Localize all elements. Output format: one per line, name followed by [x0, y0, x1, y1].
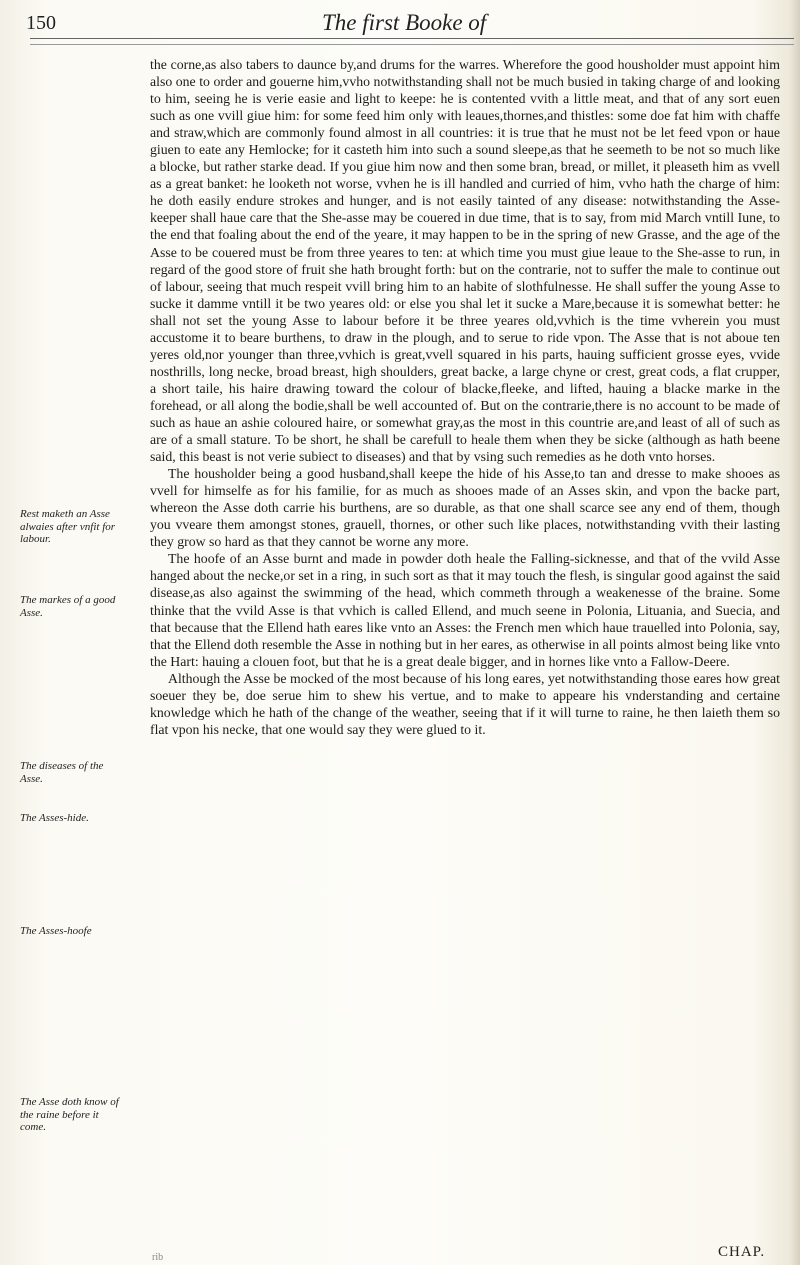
margin-note-markes: The markes of a good Asse. — [20, 594, 116, 619]
margin-note-rest: Rest maketh an Asse alwaies after vnfit for labour. — [20, 508, 116, 545]
margin-note-hoofe: The Asses-hoofe — [20, 925, 92, 937]
margin-note-hide: The Asses-hide. — [20, 812, 89, 824]
signature-mark: rib — [152, 1252, 164, 1263]
running-title: The first Booke of — [322, 10, 487, 35]
header-rule — [30, 38, 794, 39]
margin-note-raine: The Asse doth know of the raine before it come. — [20, 1096, 119, 1133]
paragraph-asse-keeping: the corne,as also tabers to daunce by,and drums for the warres. Wherefore the good housholder must appoint him also one to order and gouerne him,vvho notwithstanding shall not be much busied in taking charge of and looking to him, seeing he is verie easie and light to keepe: he is contented vvith a little meat, and that of any sort euen such as one vvill giue him: for some feed him only with leaues,thornes,and thistles: some doe fat him with chaffe and straw,which are commonly found almost in all countries: it is true that he must not be let feed vpon or haue giuen to eate any Hemlocke; for it casteth him into such a sound sleepe,as that he seemeth to be not so much like a blocke, but rather starke dead. If you giue him now and then some bran, bread, or millet, it pleaseth him as vvell as a great banket: he looketh not worse, vvhen he is ill handled and curried of him, vvho hath the charge of him: he doth easily endure strokes and hunger, and is not easily tainted of any disease: notwithstanding the Asse-keeper shall haue care that the She-asse may be couered in due time, that is to say, from mid March vntill Iune, to the end that foaling about the end of the yeare, it may happen to be in the spring of new Grasse, and the age of the Asse to be couered must be from three yeares to ten: at which time you must giue leaue to the She-asse to run, in regard of the good store of fruit she hath brought forth: but on the contrarie, not to suffer the male to continue out of labour, seeing that much respeit vvill bring him to an habite of slothfulnesse. He shall suffer the young Asse to sucke it damme vntill it be two yeares old: or else you shal let it sucke a Mare,because it is somewhat better: he shall not set the young Asse to labour before it be three yeares old,vvhich is the time vvherein you must accustome it to beare burthens, to draw in the plough, and to serue to ride vpon. The Asse that is not aboue ten yeres old,nor younger than three,vvhich is great,vvell squared in his parts, hauing sufficient grosse eyes, vvide nosthrills, long necke, broad breast, high shoulders, great backe, a large chyne or crest, great cods, a flat crupper, a short taile, his haire drawing toward the colour of blacke,fleeke, and lifted, hauing a blacke marke in the forehead, or all along the bodie,shall be well accounted of. But on the contrarie,there is no account to be made of such as haue an ashie coloured haire, or somewhat gray,as the most in this countrie are,and least of all of such as are of a small stature. To be short, he shall be carefull to heale them when they be sicke (although as hath beene said, this beast is not verie subiect to diseases) and that by vsing such remedies as he doth vnto horses. — [150, 57, 780, 465]
paragraph-asse-eares: Although the Asse be mocked of the most because of his long eares, yet notwithstanding those eares how great soeuer they be, doe serue him to shew his vertue, and to make to appeare his vnderstanding and certaine knowledge which he hath of the change of the weather, seeing that if it will turne to raine, he then laieth them so flat vpon his necke, that one would say they were glued to it. — [150, 670, 780, 737]
paragraph-asse-hide: The housholder being a good husband,shall keepe the hide of his Asse,to tan and dresse to make shooes as vvell for himselfe as for his familie, for as much as shooes made of an Asses skin, and vpon the backe part, whereon the Asse doth carrie his burthens, are so durable, as that one shall scarce see any end of them, though you vveare them amongst stones, grauell, thornes, or other such like places, notwithstanding vvith their lasting they grow so hard as that they cannot be worne any more. — [150, 466, 780, 550]
page-number: 150 — [26, 12, 56, 34]
margin-note-diseases: The diseases of the Asse. — [20, 760, 104, 785]
page-edge-shadow — [790, 0, 800, 1265]
catchword: CHAP. — [718, 1244, 766, 1260]
header-rule-secondary — [30, 44, 794, 45]
paragraph-asse-hoofe: The hoofe of an Asse burnt and made in powder doth heale the Falling-sicknesse, and that of the vvild Asse hanged about the necke,or set in a ring, in such sort as that it may touch the flesh, is singular good against the said disease,as also against the swimming of the head, which commeth through a weakenesse of the braine. Some thinke that the vvild Asse is that vvhich is called Ellend, and much seene in Polonia, Lituania, and Suecia, and that because that the Ellend hath eares like vnto an Asses: the French men which haue trauelled into Polonia, say, that the Ellend doth resemble the Asse in nothing but in her eares, as otherwise in all points almost being like vnto the Hart: hauing a clouen foot, but that he is a great deale bigger, and in hornes like vnto a Fallow-Deere. — [150, 551, 780, 669]
body-text — [150, 56, 780, 738]
